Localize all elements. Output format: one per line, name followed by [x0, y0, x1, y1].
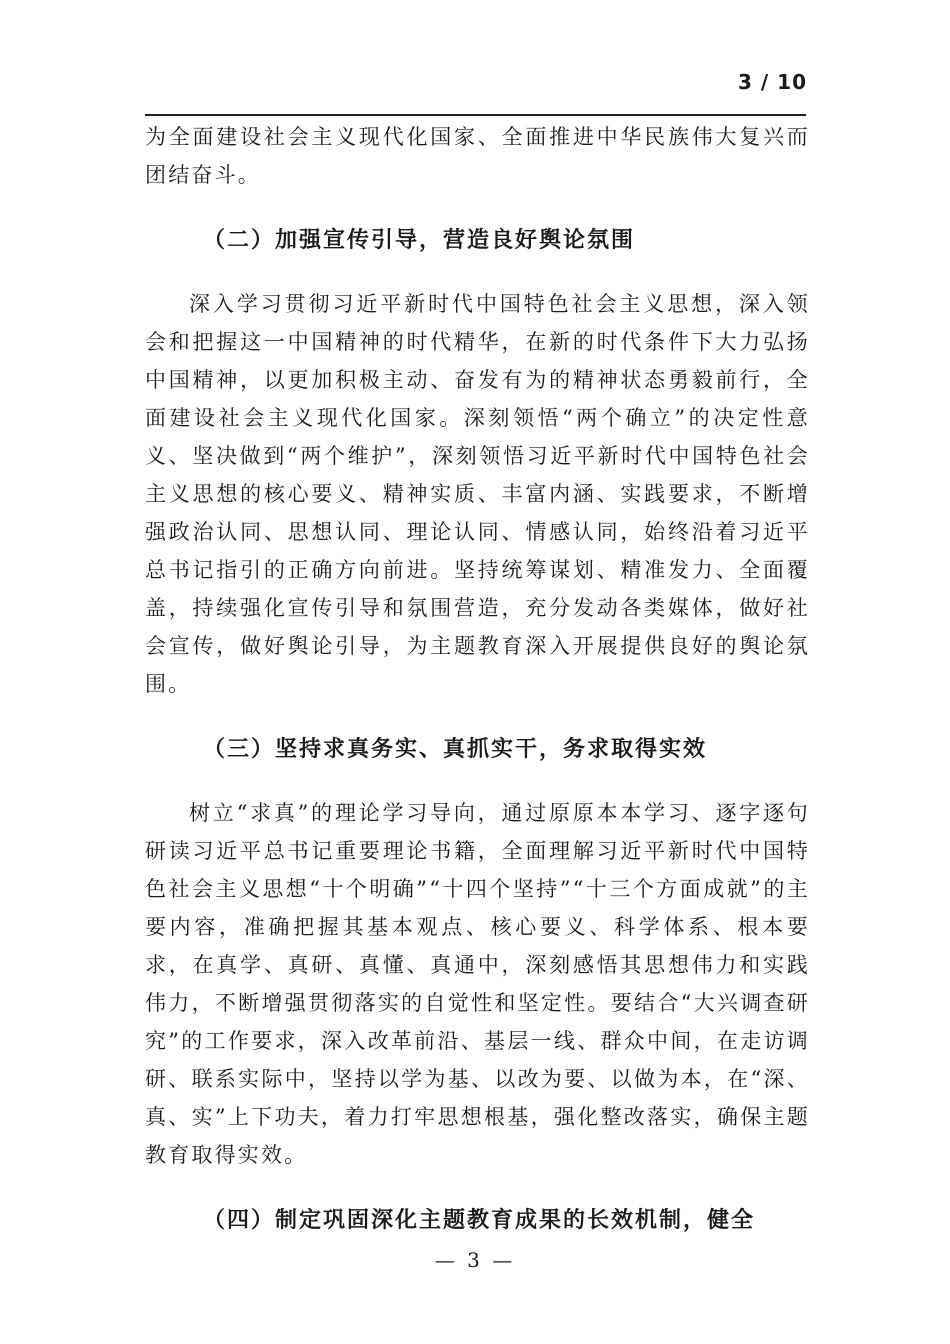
header-divider [145, 114, 806, 116]
section-heading-4: （四）制定巩固深化主题教育成果的长效机制，健全 [203, 1208, 756, 1233]
paragraph-continued: 为全面建设社会主义现代化国家、全面推进中华民族伟大复兴而团结奋斗。 [145, 125, 810, 187]
footer-page-number: — 3 — [434, 1248, 516, 1272]
page-counter: 3 / 10 [738, 70, 807, 94]
paragraph-publicity: 深入学习贯彻习近平新时代中国特色社会主义思想，深入领会和把握这一中国精神的时代精华，在新的时代条件下大力弘扬中国精神，以更加积极主动、奋发有为的精神状态勇毅前行，全面建设社会主义现代化国家。深刻领悟“两个确立”的决定性意义、坚决做到“两个维护”，深刻领悟习近平新时代中国特色社会主义思想的核心要义、精神实质、丰富内涵、实践要求，不断增强政治认同、思想认同、理论认同、情感认同，始终沿着习近平总书记指引的正确方向前进。坚持统筹谋划、精准发力、全面覆盖，持续强化宣传引导和氛围营造，充分发动各类媒体，做好社会宣传，做好舆论引导，为主题教育深入开展提供良好的舆论氛围。 [145, 292, 810, 696]
document-body [145, 118, 810, 1240]
paragraph-practical-results: 树立“求真”的理论学习导向，通过原原本本学习、逐字逐句研读习近平总书记重要理论书籍，全面理解习近平新时代中国特色社会主义思想“十个明确”“十四个坚持”“十三个方面成就”的主要内容，准确把握其基本观点、核心要义、科学体系、根本要求，在真学、真研、真懂、真通中，深刻感悟其思想伟力和实践伟力，不断增强贯彻落实的自觉性和坚定性。要结合“大兴调查研究”的工作要求，深入改革前沿、基层一线、群众中间，在走访调研、联系实际中，坚持以学为基、以改为要、以做为本，在“深、真、实”上下功夫，着力打牢思想根基，强化整改落实，确保主题教育取得实效。 [145, 801, 810, 1167]
section-heading-3: （三）坚持求真务实、真抓实干，务求取得实效 [203, 737, 708, 762]
section-heading-2: （二）加强宣传引导，营造良好舆论氛围 [203, 228, 636, 253]
